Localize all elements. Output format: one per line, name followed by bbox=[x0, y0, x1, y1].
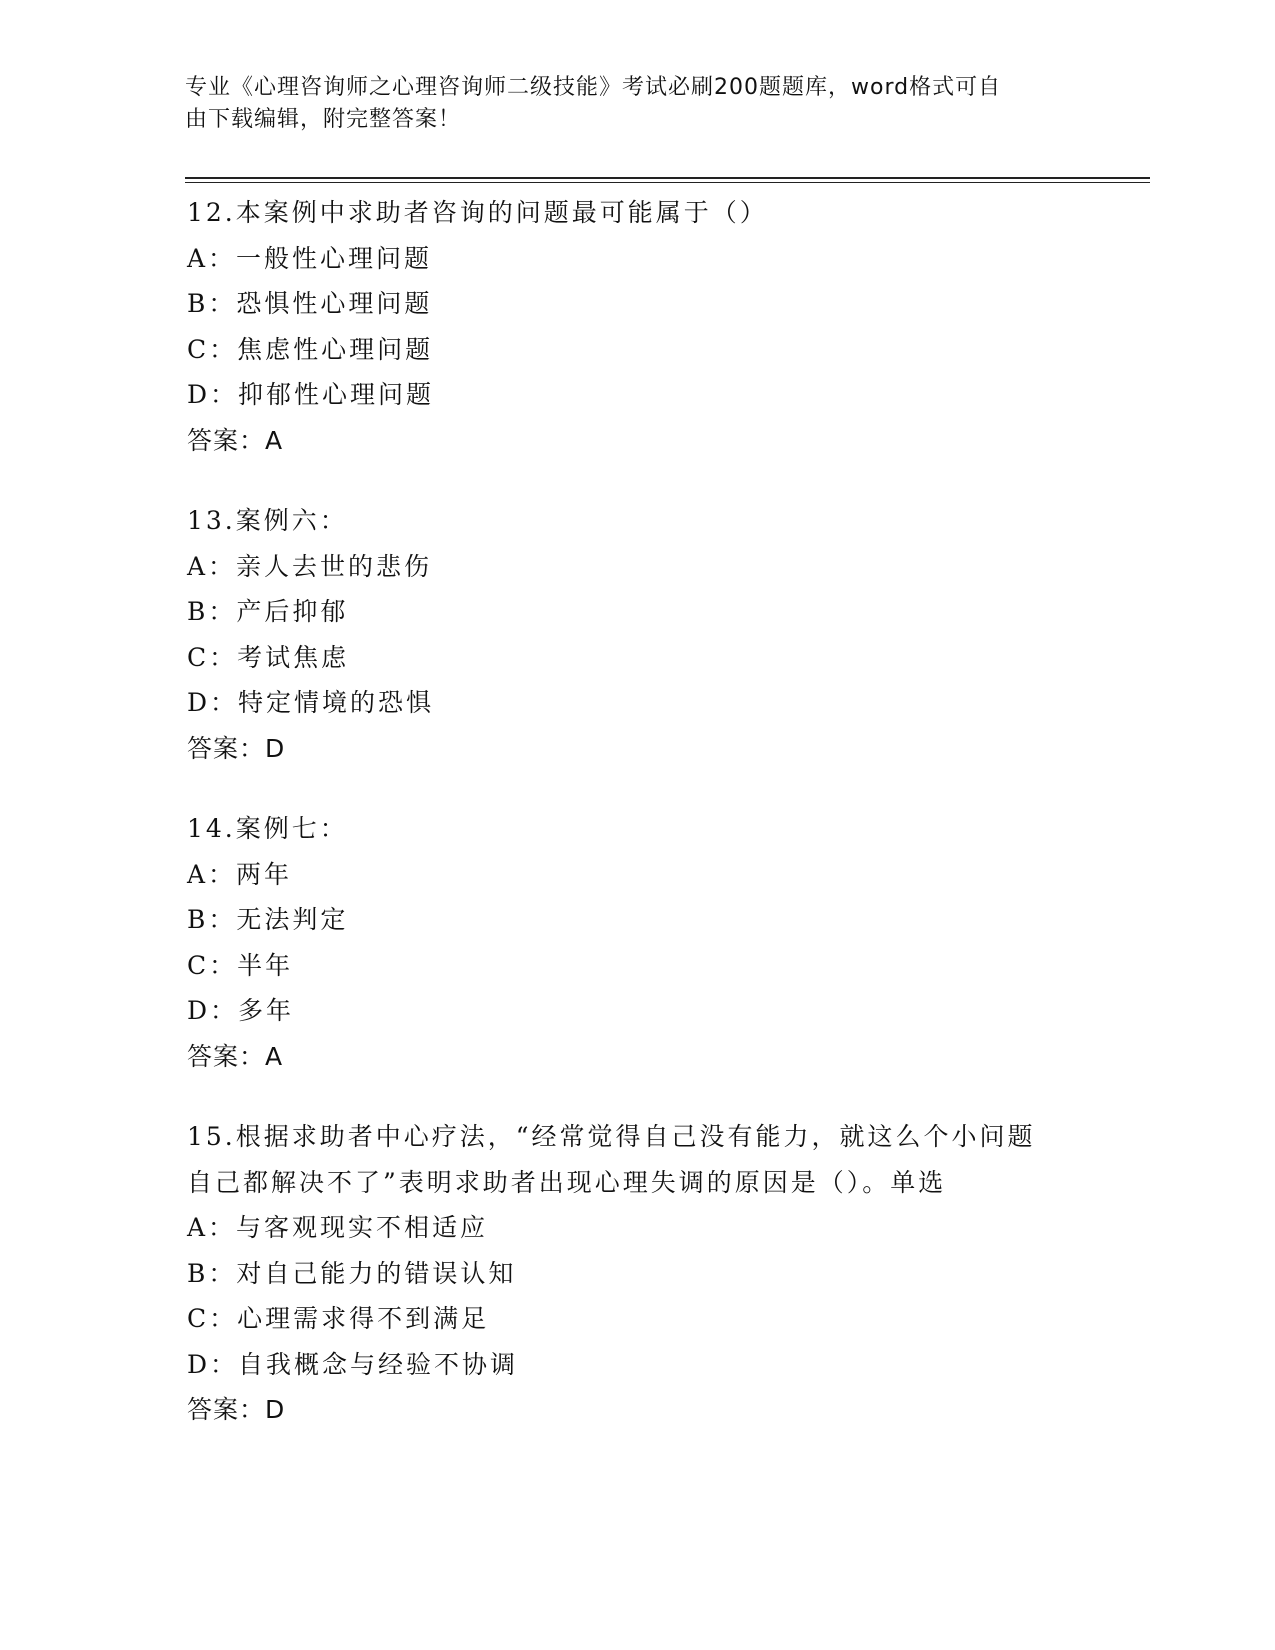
question-title-line-1: 15.根据求助者中心疗法，“经常觉得自己没有能力，就这么个小问题 bbox=[187, 1122, 1036, 1151]
option-c: C：焦虑性心理问题 bbox=[187, 334, 434, 364]
answer-label: 答案： bbox=[187, 1041, 266, 1071]
option-a: A：两年 bbox=[187, 859, 293, 889]
question-title-line-2: 自己都解决不了”表明求助者出现心理失调的原因是（）。单选 bbox=[187, 1167, 947, 1197]
answer-line bbox=[187, 1034, 1127, 1080]
question-list bbox=[187, 190, 1127, 1468]
answer-value: A bbox=[265, 1041, 284, 1071]
option-a: A：与客观现实不相适应 bbox=[187, 1213, 489, 1242]
answer-line bbox=[187, 1387, 1127, 1433]
answer-label: 答案： bbox=[187, 1395, 266, 1424]
question-title: 13.案例六： bbox=[187, 506, 348, 535]
question-13 bbox=[187, 498, 1127, 771]
option-b: B：恐惧性心理问题 bbox=[187, 289, 433, 318]
option-d: D：抑郁性心理问题 bbox=[187, 380, 435, 409]
question-title: 12.本案例中求助者咨询的问题最可能属于（） bbox=[187, 198, 768, 227]
option-a: A：一般性心理问题 bbox=[187, 243, 433, 273]
question-12 bbox=[187, 190, 1127, 463]
option-c: C：考试焦虑 bbox=[187, 642, 350, 672]
option-d: D：多年 bbox=[187, 996, 295, 1025]
answer-line bbox=[187, 726, 1127, 772]
question-15 bbox=[187, 1114, 1127, 1433]
option-c: C：心理需求得不到满足 bbox=[187, 1304, 490, 1333]
document-header bbox=[185, 72, 1065, 136]
option-d: D：自我概念与经验不协调 bbox=[187, 1349, 519, 1379]
option-b: B：产后抑郁 bbox=[187, 597, 349, 626]
answer-label: 答案： bbox=[187, 425, 266, 455]
header-divider-thick bbox=[185, 177, 1150, 179]
answer-value: A bbox=[265, 425, 284, 455]
header-divider-thin bbox=[185, 182, 1150, 183]
answer-value: D bbox=[265, 1395, 286, 1424]
question-title: 14.案例七： bbox=[187, 814, 348, 843]
option-c: C：半年 bbox=[187, 950, 294, 980]
header-line-2: 由下载编辑，附完整答案！ bbox=[185, 107, 462, 132]
answer-label: 答案： bbox=[187, 733, 266, 763]
option-b: B：对自己能力的错误认知 bbox=[187, 1258, 517, 1288]
answer-line bbox=[187, 418, 1127, 464]
question-14 bbox=[187, 806, 1127, 1079]
option-a: A：亲人去世的悲伤 bbox=[187, 551, 433, 581]
answer-value: D bbox=[265, 733, 286, 763]
option-b: B：无法判定 bbox=[187, 905, 349, 934]
option-d: D：特定情境的恐惧 bbox=[187, 688, 435, 717]
header-line-1: 专业《心理咨询师之心理咨询师二级技能》考试必刷200题题库，word格式可自 bbox=[185, 75, 1002, 100]
